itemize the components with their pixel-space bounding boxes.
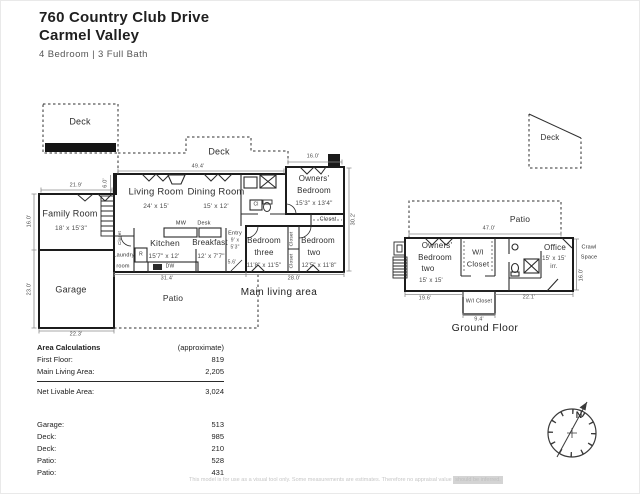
room-label-dining: Dining Room xyxy=(187,186,245,198)
area-total-value: 3,024 xyxy=(205,387,224,396)
room-label-family: Family Room xyxy=(42,208,98,219)
room-label-garage: Garage xyxy=(55,284,87,295)
page-title-line2: Carmel Valley xyxy=(39,27,140,44)
ground-owners2-1: Owners' xyxy=(421,241,453,250)
compass-icon xyxy=(548,402,596,457)
room-label-bed3-2: three xyxy=(254,248,274,257)
area-row-value: 513 xyxy=(211,420,224,429)
closet-label-owners: Closet xyxy=(319,216,337,223)
ground-dim-bottom-left: 19.6' xyxy=(418,295,432,302)
dim-jog: 6.0' xyxy=(102,178,109,188)
fixture-label-desk: Desk xyxy=(197,220,211,227)
area-gap xyxy=(37,399,224,420)
room-dims-bed2: 12'5" x 11'8" xyxy=(301,263,337,269)
room-label-bed2-1: Bedroom xyxy=(301,236,335,245)
ground-patio-outline xyxy=(409,201,561,238)
closet-label-laundry: Closet xyxy=(116,231,122,245)
fixture-label-mw: MW xyxy=(175,220,187,227)
area-row-value: 210 xyxy=(211,444,224,453)
dim-owners-top: 16.0' xyxy=(306,153,320,160)
dim-left-lower: 23.0' xyxy=(26,282,33,296)
room-dims-living: 24' x 15' xyxy=(143,202,169,210)
room-label-living: Living Room xyxy=(128,186,184,198)
dim-garage-bottom: 22.3' xyxy=(69,331,83,338)
room-dims-kitchen: 15'7" x 12' xyxy=(148,252,180,260)
ground-office-label: Office xyxy=(544,243,566,252)
compass-north-label: N xyxy=(575,410,583,420)
ground-plan-title: Ground Floor xyxy=(451,321,519,334)
room-dims-entry-1: 9' x xyxy=(230,237,240,244)
chimney xyxy=(328,154,340,166)
area-divider xyxy=(37,381,224,382)
dim-left-upper: 16.0' xyxy=(26,214,33,228)
area-row-patio1 xyxy=(37,456,224,465)
room-label-owners-2: Bedroom xyxy=(297,186,331,195)
room-dims-family: 18' x 15'3" xyxy=(55,224,87,232)
dim-family-top: 21.9' xyxy=(69,182,83,189)
ground-dim-top: 47.0' xyxy=(482,225,496,232)
closet-rails xyxy=(313,220,492,273)
fixture-label-cl: Cl xyxy=(253,201,259,208)
area-total-label: Net Livable Area: xyxy=(37,387,95,396)
area-row-patio2 xyxy=(37,468,224,477)
area-row-label: First Floor: xyxy=(37,355,73,364)
room-dims-owners: 15'3" x 13'4" xyxy=(295,199,333,207)
room-label-breakfast: Breakfast xyxy=(192,238,228,247)
ground-owners2-3: two xyxy=(421,264,435,273)
ground-dim-closet: 9.4' xyxy=(474,316,484,323)
dim-right: 30.2' xyxy=(350,212,357,226)
disclaimer-text xyxy=(189,477,503,483)
disclaimer-tail: should be inferred. xyxy=(455,477,501,483)
fireplace-icon xyxy=(168,175,185,184)
ground-dim-bottom-right: 22.1' xyxy=(522,294,536,301)
hall-bathroom-fixtures xyxy=(263,200,272,212)
room-dims-entry-2: 5'3" xyxy=(230,244,240,251)
area-heading-row xyxy=(37,343,224,352)
page-title-line1: 760 Country Club Drive xyxy=(39,9,210,26)
ground-office-note: irr. xyxy=(550,264,558,270)
room-label-deck-middle: Deck xyxy=(208,146,230,157)
side-deck-label: Deck xyxy=(540,133,560,142)
crawl-space-1: Crawl xyxy=(581,244,597,251)
ground-patio-label: Patio xyxy=(509,213,531,224)
area-row-first-floor xyxy=(37,355,224,364)
area-row-deck2 xyxy=(37,444,224,453)
room-label-deck-top: Deck xyxy=(69,116,91,127)
ground-wicloset-bottom: W/I Closet xyxy=(465,298,493,305)
dim-living-top: 49.4' xyxy=(191,163,205,170)
room-label-patio: Patio xyxy=(162,292,184,303)
area-row-value: 985 xyxy=(211,432,224,441)
area-heading: Area Calculations xyxy=(37,343,101,352)
closet-label-bed3: Closet xyxy=(289,231,295,247)
area-row-label: Garage: xyxy=(37,420,65,429)
main-patio-outline xyxy=(114,272,258,328)
room-label-kitchen: Kitchen xyxy=(150,237,180,248)
area-row-main-living xyxy=(37,367,224,376)
area-row-value: 819 xyxy=(211,355,224,364)
area-row-value: 528 xyxy=(211,456,224,465)
fixture-label-dw: DW xyxy=(165,263,175,270)
ground-wicloset-1: W/I xyxy=(472,247,484,257)
closet-label-bed2: Closet xyxy=(289,253,295,269)
area-row-label: Patio: xyxy=(37,468,57,477)
stairs-icon xyxy=(101,196,114,236)
ground-office-dims: 15' x 15' xyxy=(542,256,566,262)
area-row-value: 2,205 xyxy=(205,367,224,376)
ground-dim-right: 16.0' xyxy=(578,268,585,282)
room-label-bed3-1: Bedroom xyxy=(247,236,281,245)
area-row-label: Main Living Area: xyxy=(37,367,95,376)
room-label-laundry-1: Laundry xyxy=(113,252,135,259)
dim-entry-diag: 5.6' xyxy=(227,259,237,266)
ground-owners2-dims: 15' x 15' xyxy=(419,278,443,284)
area-row-net-livable xyxy=(37,387,224,396)
area-row-garage xyxy=(37,420,224,429)
sink-icon xyxy=(153,264,162,270)
area-row-label: Deck: xyxy=(37,444,57,453)
dim-bedrooms-bottom: 28.0' xyxy=(287,275,301,282)
room-label-entry: Entry xyxy=(228,230,242,237)
toilet-icon xyxy=(512,264,519,273)
area-row-value: 431 xyxy=(211,468,224,477)
area-row-deck1 xyxy=(37,432,224,441)
area-calculations xyxy=(37,343,224,480)
room-dims-bed3: 11'8" x 11'5" xyxy=(246,263,282,269)
disclaimer-main: This model is for use as a visual tool only. Some measurements are estimates. Therefore no appraisal value xyxy=(189,477,454,483)
area-note: (approximate) xyxy=(177,343,224,352)
ground-wicloset-2: Closet xyxy=(466,259,490,269)
crawl-space-2: Space xyxy=(580,254,598,261)
room-dims-breakfast: 12' x 7'7" xyxy=(197,252,225,260)
main-plan-title: Main living area xyxy=(240,287,318,298)
room-label-laundry-2: room xyxy=(116,263,130,270)
area-row-label: Deck: xyxy=(37,432,57,441)
dim-kitchen-bottom: 31.4' xyxy=(160,275,174,282)
room-label-owners-1: Owners' xyxy=(298,174,330,183)
room-dims-dining: 15' x 12' xyxy=(203,202,229,210)
page-subtitle: 4 Bedroom | 3 Full Bath xyxy=(39,49,148,60)
area-row-label: Patio: xyxy=(37,456,57,465)
ground-owners2-2: Bedroom xyxy=(418,253,452,262)
fixture-label-fridge: R xyxy=(139,251,143,258)
sink-icon xyxy=(512,244,518,250)
room-label-bed2-2: two xyxy=(307,248,321,257)
deck-step-bar xyxy=(45,143,116,152)
